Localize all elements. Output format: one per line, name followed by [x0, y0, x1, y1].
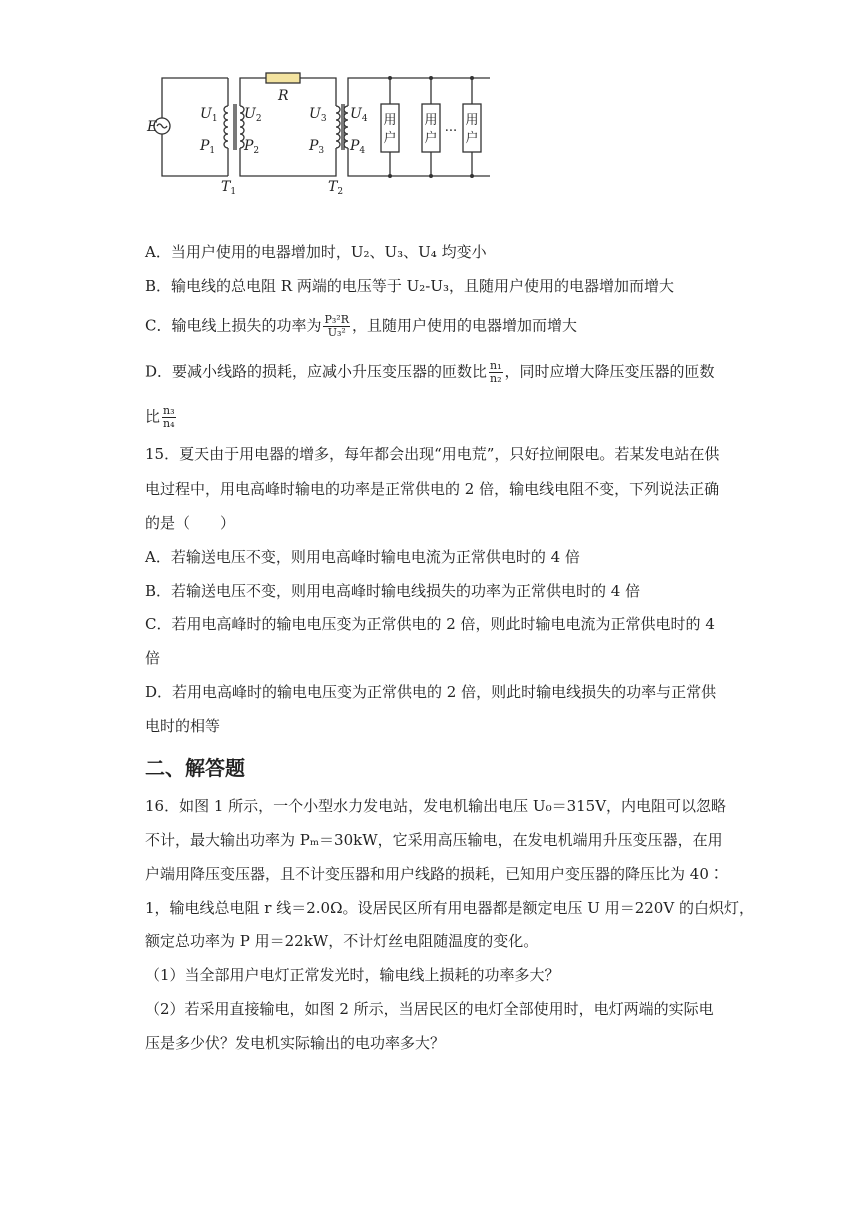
q14-option-d: [145, 360, 715, 385]
label-P3: $P_3$: [309, 138, 325, 156]
circuit-diagram: [0, 0, 860, 200]
loss-denominator: U₃²: [327, 326, 346, 339]
ellipsis: ...: [444, 120, 458, 135]
user-box-3-top: 用: [465, 113, 479, 128]
q16-part-1: （1）当全部用户电灯正常发光时，输电线上损耗的功率多大？: [145, 966, 560, 984]
label-P1: $P_1$: [200, 138, 216, 156]
label-E: E: [147, 119, 158, 135]
label-U4: $U_4$: [350, 106, 368, 124]
q14-c-pre: C．输电线上损失的功率为: [145, 316, 322, 335]
q15-option-a: A．若输送电压不变，则用电高峰时输电电流为正常供电时的 4 倍: [145, 548, 580, 566]
q16-part-2a: （2）若采用直接输电，如图 2 所示，当居民区的电灯全部使用时，电灯两端的实际电: [145, 1000, 714, 1018]
q15-stem-3: 的是（ ）: [145, 514, 236, 532]
q14-d-pre: D．要减小线路的损耗，应减小升压变压器的匝数比: [145, 362, 488, 381]
section-title: 二、解答题: [145, 756, 245, 780]
user-box-3-bottom: 户: [465, 131, 479, 146]
label-T2: $T_2$: [328, 179, 344, 197]
n3: n₃: [163, 404, 175, 417]
user-box-2-bottom: 户: [424, 131, 438, 146]
label-U3: $U_3$: [309, 106, 327, 124]
label-U1: $U_1$: [200, 106, 218, 124]
user-box-2-top: 用: [424, 113, 438, 128]
q16-line-2: 不计，最大输出功率为 Pₘ＝30kW，它采用高压输电，在发电机端用升压变压器，在用: [145, 831, 723, 849]
n4: n₄: [163, 417, 175, 430]
resistor-R: [266, 73, 300, 83]
label-T1: $T_1$: [221, 179, 237, 197]
q16-line-5: 额定总功率为 P 用＝22kW，不计灯丝电阻随温度的变化。: [145, 932, 539, 950]
ratio-n3-n4: [162, 405, 176, 430]
label-P4: $P_4$: [350, 138, 366, 156]
q16-line-1: 16．如图 1 所示，一个小型水力发电站，发电机输出电压 U₀＝315V，内电阻可以忽略: [145, 797, 727, 815]
q15-stem-2: 电过程中，用电高峰时输电的功率是正常供电的 2 倍，输电线电阻不变，下列说法正确: [145, 480, 720, 498]
q14-c-post: ，且随用户使用的电器增加而增大: [352, 316, 578, 335]
label-U2: $U_2$: [244, 106, 262, 124]
user-box-1-top: 用: [383, 113, 397, 128]
q15-stem-1: 15．夏天由于用电器的增多，每年都会出现“用电荒”，只好拉闸限电。若某发电站在供: [145, 445, 720, 463]
q14-option-b: B．输电线的总电阻 R 两端的电压等于 U₂-U₃，且随用户使用的电器增加而增大: [145, 277, 675, 295]
loss-numerator: P₃²R: [324, 313, 349, 326]
q15-option-c-1: C．若用电高峰时的输电电压变为正常供电的 2 倍，则此时输电电流为正常供电时的 4: [145, 615, 715, 633]
user-box-1-bottom: 户: [383, 131, 397, 146]
q14-d-cont-text: 比: [145, 407, 161, 426]
q16-line-4: 1，输电线总电阻 r 线＝2.0Ω。设居民区所有用电器都是额定电压 U 用＝220V 的白炽灯，: [145, 899, 754, 917]
q15-option-b: B．若输送电压不变，则用电高峰时输电线损失的功率为正常供电时的 4 倍: [145, 582, 641, 600]
q15-option-c-2: 倍: [145, 649, 161, 667]
q15-option-d-2: 电时的相等: [145, 717, 221, 735]
q15-option-d-1: D．若用电高峰时的输电电压变为正常供电的 2 倍，则此时输电线损失的功率与正常供: [145, 683, 717, 701]
label-P2: $P_2$: [244, 138, 260, 156]
n1: n₁: [490, 359, 502, 372]
q14-d-mid: ，同时应增大降压变压器的匝数: [504, 362, 715, 381]
q14-option-a: A．当用户使用的电器增加时，U₂、U₃、U₄ 均变小: [145, 243, 487, 261]
ratio-n1-n2: [489, 360, 503, 385]
loss-fraction: [323, 314, 350, 339]
q14-option-d-cont: [145, 405, 178, 430]
q16-line-3: 户端用降压变压器，且不计变压器和用户线路的损耗，已知用户变压器的降压比为 40∶: [145, 865, 724, 883]
q14-option-c: [145, 314, 577, 339]
q16-part-2b: 压是多少伏？发电机实际输出的电功率多大？: [145, 1034, 446, 1052]
label-R: R: [278, 88, 289, 104]
n2: n₂: [490, 372, 502, 385]
